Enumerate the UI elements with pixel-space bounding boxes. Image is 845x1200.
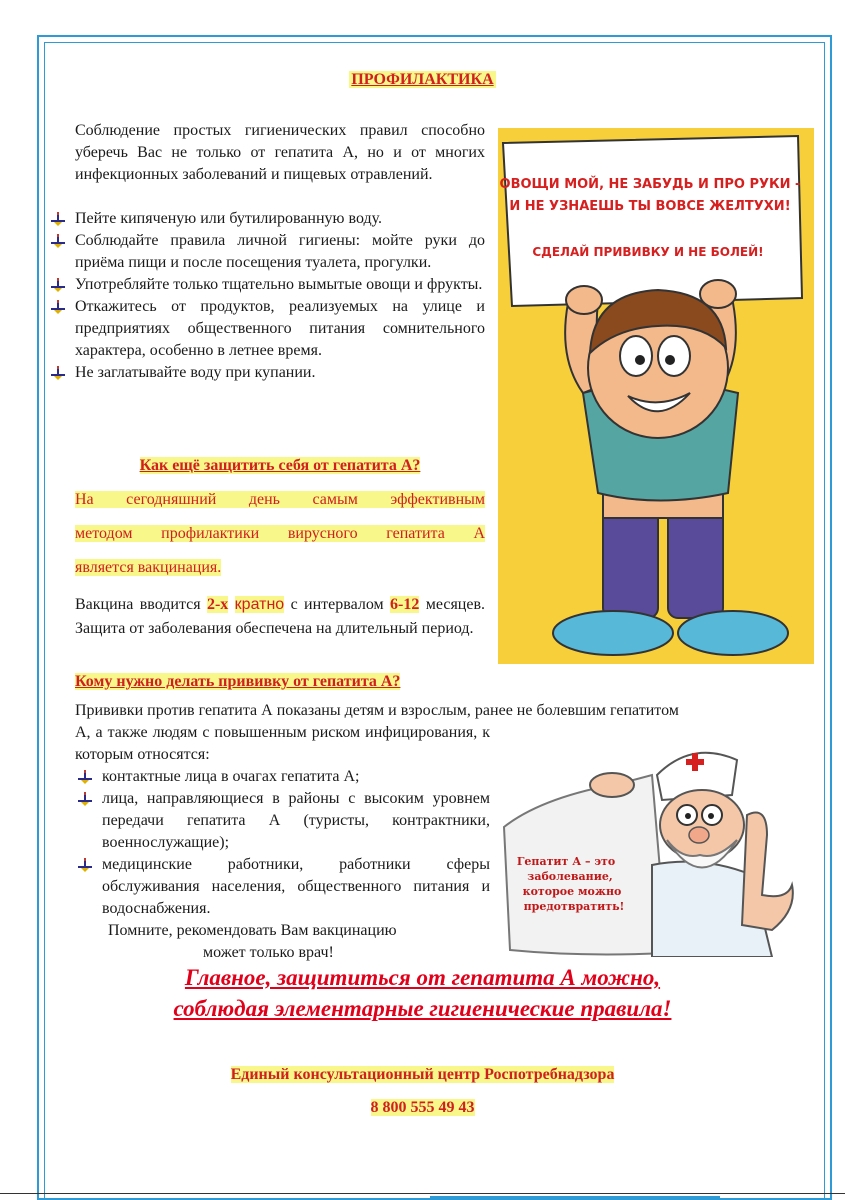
dose-paragraph: Вакцина вводится 2-х кратно с интервалом 6-12 месяцев. Защита от заболевания обеспечена на длительный период. (75, 596, 486, 637)
list-item: контактные лица в очагах гепатита А; (75, 766, 490, 788)
list-item: Соблюдайте правила личной гигиены: мойте руки до приёма пищи и после посещения туалета, прогулки. (48, 230, 485, 274)
arrow-bullet-icon (51, 234, 65, 248)
bottom-rule (0, 1193, 845, 1194)
list-item: Употребляйте только тщательно вымытые овощи и фрукты. (48, 274, 485, 296)
doctor-note-line-4: предотвратить! (523, 900, 625, 913)
slogan-line-2: соблюдая элементарные гигиенические правила! (173, 996, 672, 1021)
doctor-note-line-1: Гепатит А – это (516, 855, 616, 868)
bottom-accent-rule (430, 1196, 720, 1198)
arrow-bullet-icon (78, 770, 92, 784)
list-item: Не заглатывайте воду при купании. (48, 362, 485, 384)
arrow-bullet-icon (78, 858, 92, 872)
arrow-bullet-icon (51, 278, 65, 292)
who-line-1: Прививки против гепатита А показаны детям и взрослым, ранее не болевшим гепатитом (75, 702, 679, 719)
poster-line-1: ОВОЩИ МОЙ, НЕ ЗАБУДЬ И ПРО РУКИ - (499, 177, 801, 192)
poster-illustration (498, 128, 814, 664)
poster-line-3: СДЕЛАЙ ПРИВИВКУ И НЕ БОЛЕЙ! (532, 245, 764, 259)
list-item: Пейте кипяченую или бутилированную воду. (48, 208, 485, 230)
how-protect-heading: Как ещё защитить себя от гепатита А? (139, 457, 421, 474)
risk-groups-list (75, 766, 490, 920)
slogan-line-1: Главное, защититься от гепатита А можно, (184, 965, 661, 990)
arrow-bullet-icon (78, 792, 92, 806)
list-item: лица, направляющиеся в районы с высоким уровнем передачи гепатита А (туристы, контрактники, военнослужащие); (75, 788, 490, 854)
vaccination-statement: На сегодняшний день самым эффективным методом профилактики вирусного гепатита А является вакцинация. (75, 491, 485, 576)
list-item: Откажитесь от продуктов, реализуемых на улице и предприятиях общественного питания сомнительного характера, особенно в летнее время. (48, 296, 485, 362)
hotline-phone: 8 800 555 49 43 (370, 1099, 475, 1116)
doctor-note-line-3: которое можно (522, 885, 622, 898)
consultation-center: Единый консультационный центр Роспотребнадзора (230, 1066, 615, 1083)
reminder-line-1: Помните, рекомендовать Вам вакцинацию (108, 922, 397, 939)
doctor-note-line-2: заболевание, (527, 870, 613, 883)
page-title: ПРОФИЛАКТИКА (351, 71, 494, 88)
intro-paragraph: Соблюдение простых гигиенических правил способно уберечь Вас не только от гепатита А, но и от многих инфекционных заболеваний и пищевых отравлений. (75, 122, 485, 183)
doctor-illustration (502, 735, 802, 957)
arrow-bullet-icon (51, 212, 65, 226)
reminder-line-2: может только врач! (203, 944, 334, 961)
who-needs-heading: Кому нужно делать прививку от гепатита А? (75, 673, 401, 690)
poster-line-2: И НЕ УЗНАЕШЬ ТЫ ВОВСЕ ЖЕЛТУХИ! (509, 199, 791, 214)
arrow-bullet-icon (51, 300, 65, 314)
hygiene-rules-list (48, 208, 485, 384)
who-line-2: А, а также людям с повышенным риском инфицирования, к которым относятся: (75, 724, 490, 763)
arrow-bullet-icon (51, 366, 65, 380)
list-item: медицинские работники, работники сферы обслуживания населения, общественного питания и водоснабжения. (75, 854, 490, 920)
